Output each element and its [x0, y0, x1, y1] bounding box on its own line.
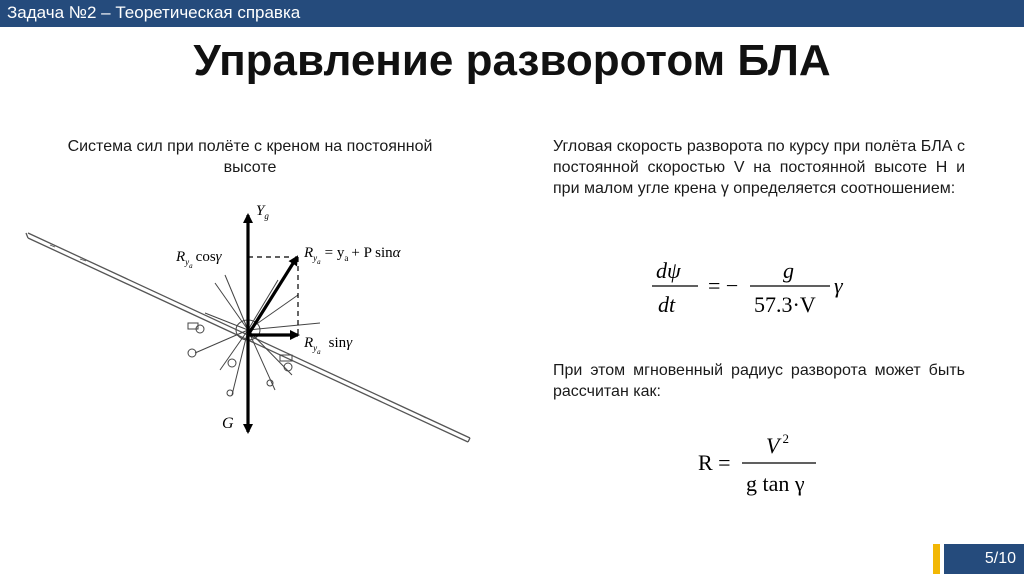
header-bar [0, 0, 1024, 27]
formula2-denominator: g tan γ [746, 471, 805, 496]
page-indicator [944, 544, 1024, 574]
formula1-rhs-numerator: g [783, 258, 794, 283]
page-number: 5/10 [984, 550, 1016, 567]
formula1-denominator: dt [658, 292, 676, 317]
diagram-caption: Система сил при полёте с креном на постоянной высоте [67, 138, 433, 176]
radius-formula [696, 425, 836, 499]
page-title: Управление разворотом БЛА [193, 36, 831, 85]
g-label: G [222, 415, 234, 432]
lift-arrow [248, 257, 297, 335]
turn-rate-paragraph: Угловая скорость разворота по курсу при полёта БЛА с постоянной скоростью V на постоянной высоте H и при малом угле крена γ определяется соотношением: [553, 138, 965, 197]
formula1-equals: = − [708, 273, 739, 298]
page-accent-bar [933, 544, 940, 574]
formula1-numerator: dψ [656, 258, 681, 283]
force-diagram [20, 195, 490, 450]
formula2-numerator: V $^2$ [766, 431, 789, 458]
yg-label: $Y_g$ [256, 203, 269, 221]
radius-paragraph: При этом мгновенный радиус разворота может быть рассчитан как: [553, 362, 965, 400]
turn-rate-formula [648, 252, 878, 324]
task-label: Задача №2 – Теоретическая справка [7, 3, 301, 22]
r-equation-label: $R_{ya}= y_a + P$ sinα [304, 245, 401, 266]
r-cos-label: $R_{ya}\cos\gamma$ [176, 249, 222, 270]
force-arrows [248, 215, 298, 432]
r-sin-label: $R_{ya}\sin\gamma$ [304, 335, 353, 356]
formula1-gamma: γ [834, 273, 843, 298]
formula2-lhs: R = [698, 450, 731, 475]
formula1-rhs-denominator: 57.3·V [754, 292, 816, 317]
